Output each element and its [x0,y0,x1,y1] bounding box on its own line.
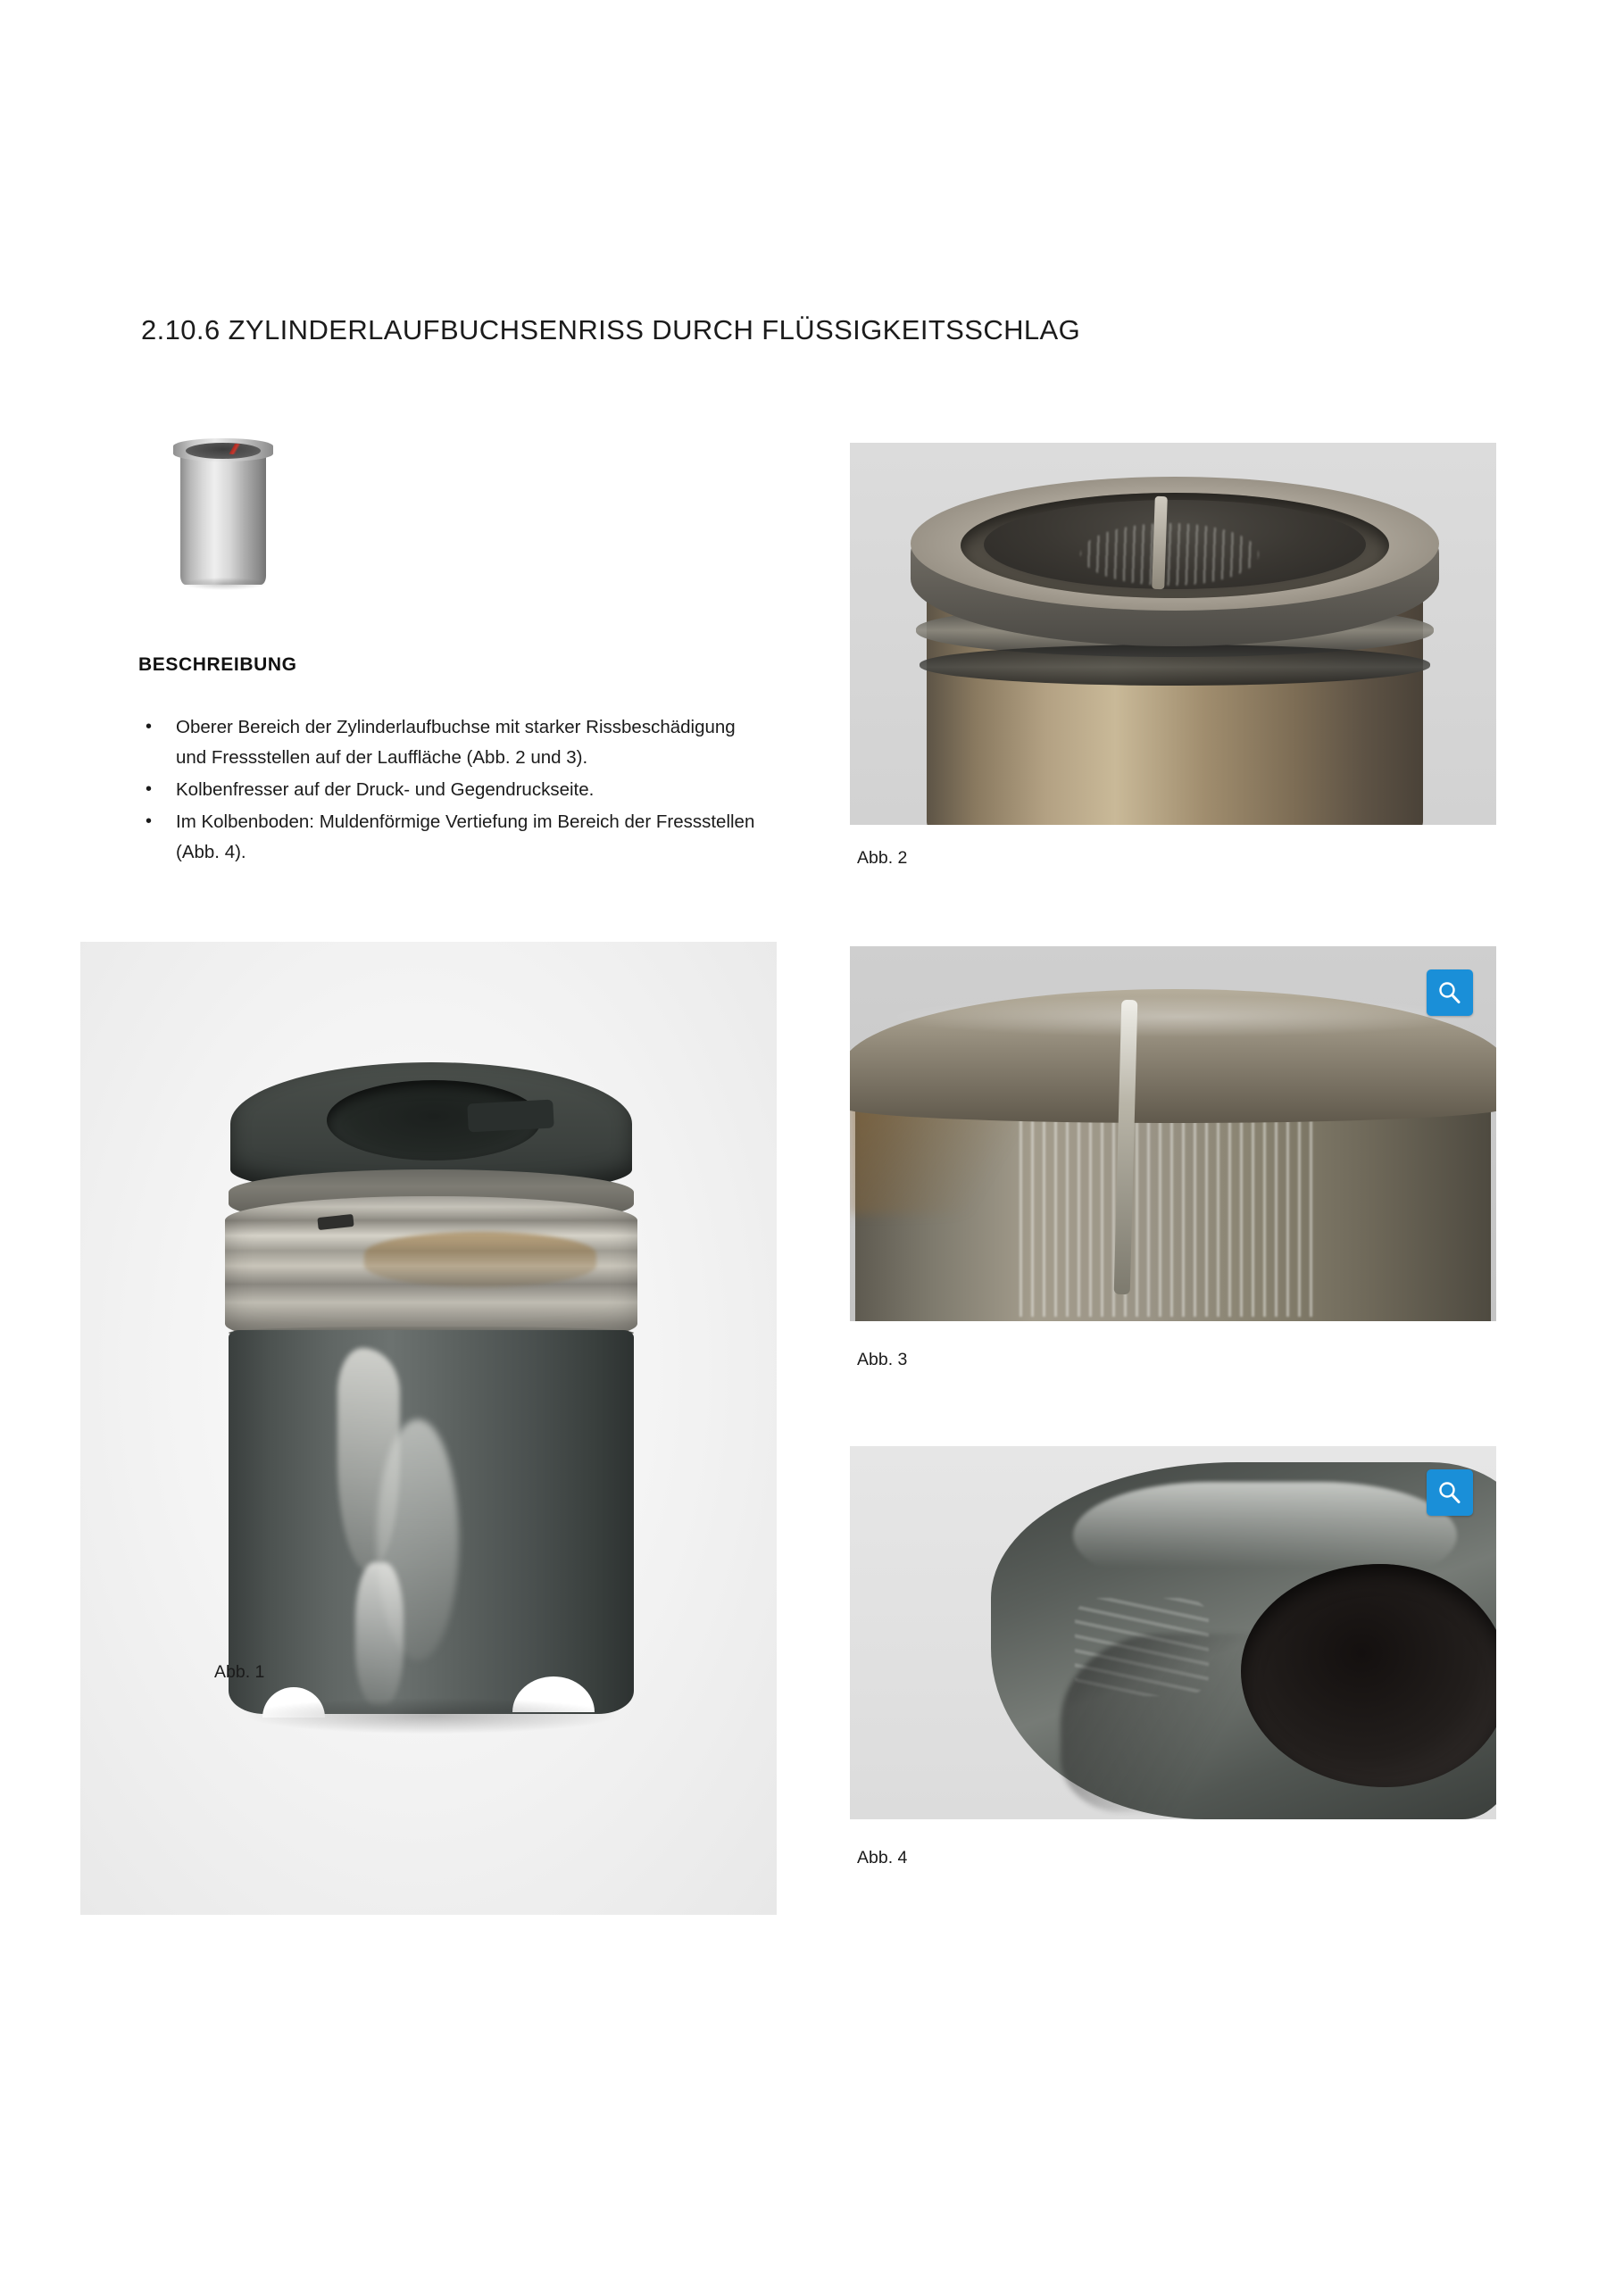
page-title: 2.10.6 ZYLINDERLAUFBUCHSENRISS DURCH FLÜSSIGKEITSSCHLAG [141,314,1081,345]
list-item: • Kolbenfresser auf der Druck- und Gegendruckseite. [138,775,763,805]
liner-rim-highlight [886,996,1475,1037]
figure-image-abb-3 [850,946,1496,1321]
liner-running-surface-scoring [1080,523,1259,586]
liner-groove [920,645,1430,686]
cylinder-liner-thumbnail [168,435,293,600]
cylinder-liner-photo-illustration [902,470,1446,825]
section-heading-beschreibung: BESCHREIBUNG [138,654,297,675]
figure-image-abb-4 [850,1446,1496,1819]
figure-caption-abb-1: Abb. 1 [214,1662,265,1682]
liner-crack-marking [221,444,248,454]
zoom-icon[interactable] [1427,1469,1473,1516]
piston-crown-depression [1061,1634,1266,1812]
list-item: • Im Kolbenboden: Muldenförmige Vertiefung im Bereich der Fressstellen (Abb. 4). [138,807,763,868]
figure-caption-abb-2: Abb. 2 [857,848,908,868]
piston-bowl-notch [467,1100,554,1133]
piston-photo-illustration [212,1062,650,1754]
list-item: • Oberer Bereich der Zylinderlaufbuchse mit starker Rissbeschädigung und Fressstellen auf der Lauffläche (Abb. 2 und 3). [138,712,763,773]
piston-shadow [248,1698,614,1734]
liner-shadow [182,578,266,590]
liner-body-shape [180,442,266,585]
figure-image-abb-2 [850,443,1496,825]
piston-scuff-mark [355,1562,404,1705]
description-list [138,712,763,869]
figure-caption-abb-3: Abb. 3 [857,1350,908,1369]
figure-image-abb-1 [80,942,777,1915]
zoom-icon[interactable] [1427,969,1473,1016]
piston-ring-band-discoloration [364,1232,596,1287]
figure-caption-abb-4: Abb. 4 [857,1848,908,1868]
